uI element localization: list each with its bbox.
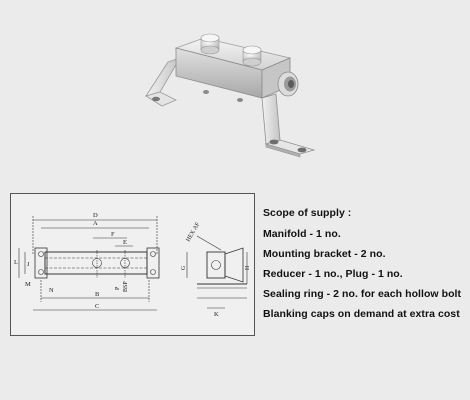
manifold-photo	[0, 0, 470, 190]
right-mounting-bracket	[262, 94, 314, 157]
dim-label-hex-af: HEX AF	[185, 221, 202, 243]
supply-item-manifold: Manifold - 1 no.	[263, 228, 341, 240]
dim-label-BSP: BSP	[123, 281, 129, 292]
dim-label-L: L	[14, 259, 18, 266]
dim-label-E: E	[123, 239, 127, 246]
drawing-frame	[10, 193, 255, 336]
scope-of-supply	[263, 207, 468, 328]
dim-label-H: H	[245, 265, 251, 270]
dim-label-M: M	[25, 281, 31, 288]
manifold-body	[176, 38, 290, 98]
manifold-technical-drawing	[11, 194, 256, 337]
left-mounting-bracket	[146, 58, 180, 106]
supply-item-blanking-caps: Blanking caps on demand at extra cost	[263, 308, 460, 320]
reducer-port	[278, 72, 298, 96]
supply-item-sealing-ring: Sealing ring - 2 no. for each hollow bolt	[263, 288, 462, 300]
dim-label-P: P	[115, 286, 121, 290]
supply-item-reducer-plug: Reducer - 1 no., Plug - 1 no.	[263, 268, 403, 280]
dim-label-G: G	[181, 265, 187, 270]
dim-label-D: D	[93, 212, 98, 219]
dim-label-B: B	[95, 291, 100, 298]
dim-label-K: K	[214, 311, 219, 318]
dim-label-A: A	[93, 220, 98, 227]
dim-label-F: F	[111, 231, 115, 238]
dim-label-C: C	[95, 303, 100, 310]
dim-label-J: J	[27, 261, 30, 268]
supply-item-mounting-bracket: Mounting bracket - 2 no.	[263, 248, 386, 260]
supply-title: Scope of supply :	[263, 207, 352, 219]
dim-label-N: N	[49, 287, 54, 294]
